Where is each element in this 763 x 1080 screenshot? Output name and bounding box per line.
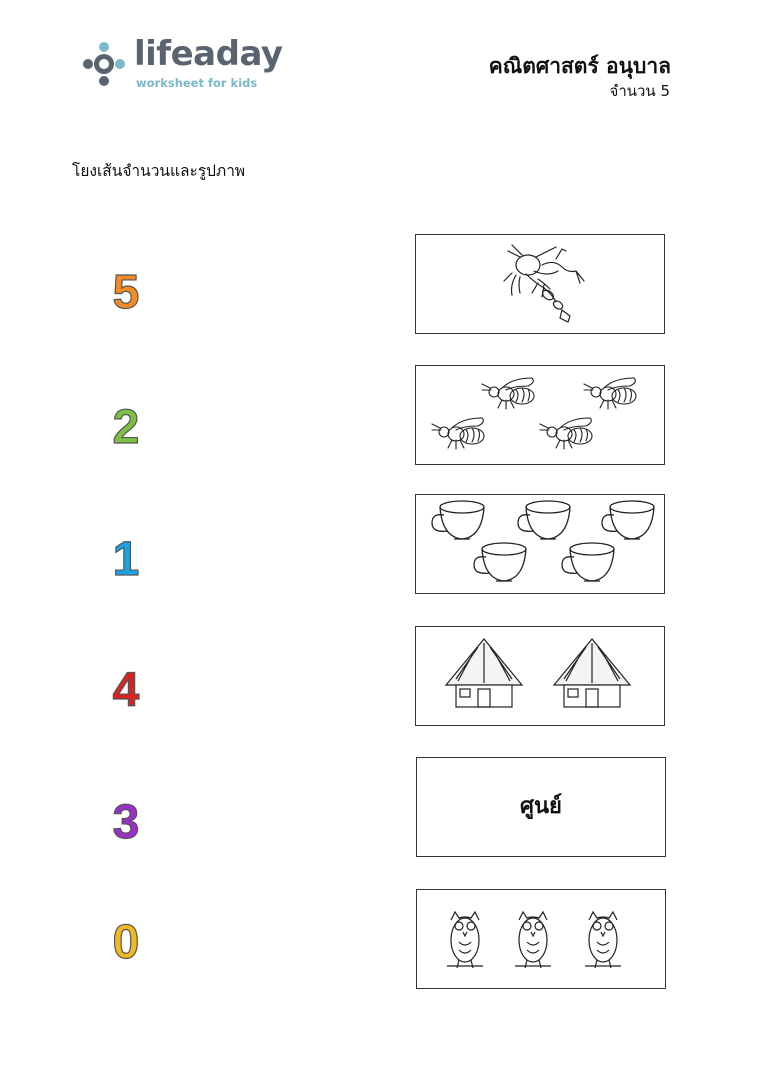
number-1 xyxy=(108,533,144,579)
picture-box-huts xyxy=(415,626,665,726)
bee-1 xyxy=(482,378,534,409)
lifeaday-logo xyxy=(82,34,283,94)
worksheet-title: คณิตศาสตร์ อนุบาล xyxy=(488,54,671,78)
cup-4 xyxy=(474,543,526,581)
number-5 xyxy=(108,266,144,312)
hut-1 xyxy=(446,639,522,707)
logo-name: lifeaday xyxy=(134,34,283,74)
owl-3 xyxy=(585,912,621,968)
number-0-glyph: 0 xyxy=(112,916,140,962)
number-2 xyxy=(108,401,144,447)
picture-box-lobster xyxy=(415,234,665,334)
instruction-text: โยงเส้นจำนวนและรูปภาพ xyxy=(72,162,246,180)
owl-icons xyxy=(417,890,665,988)
picture-box-bees xyxy=(415,365,665,465)
logo-tagline: worksheet for kids xyxy=(136,76,258,90)
bee-4 xyxy=(540,418,592,449)
picture-box-zero xyxy=(416,757,666,857)
lobster-icon xyxy=(416,235,664,333)
owl-2 xyxy=(515,912,551,968)
bee-3 xyxy=(432,418,484,449)
number-2-glyph: 2 xyxy=(112,401,140,447)
cup-1 xyxy=(432,501,484,539)
picture-box-cups xyxy=(415,494,665,594)
number-4-glyph: 4 xyxy=(112,664,140,710)
cup-3 xyxy=(602,501,654,539)
cup-5 xyxy=(562,543,614,581)
hut-icons xyxy=(416,627,664,725)
owl-1 xyxy=(447,912,483,968)
bee-icons xyxy=(416,366,664,464)
zero-word-label: ศูนย์ xyxy=(520,794,562,819)
logo-molecule-icon xyxy=(82,40,132,90)
number-5-glyph: 5 xyxy=(112,266,140,312)
number-4 xyxy=(108,664,144,710)
bee-2 xyxy=(584,378,636,409)
picture-box-owls xyxy=(416,889,666,989)
number-3-glyph: 3 xyxy=(112,796,140,842)
cup-2 xyxy=(518,501,570,539)
number-3 xyxy=(108,796,144,842)
cup-icons xyxy=(416,495,664,593)
number-1-glyph: 1 xyxy=(112,533,140,579)
number-0 xyxy=(108,916,144,962)
hut-2 xyxy=(554,639,630,707)
worksheet-subtitle: จำนวน 5 xyxy=(609,82,670,100)
